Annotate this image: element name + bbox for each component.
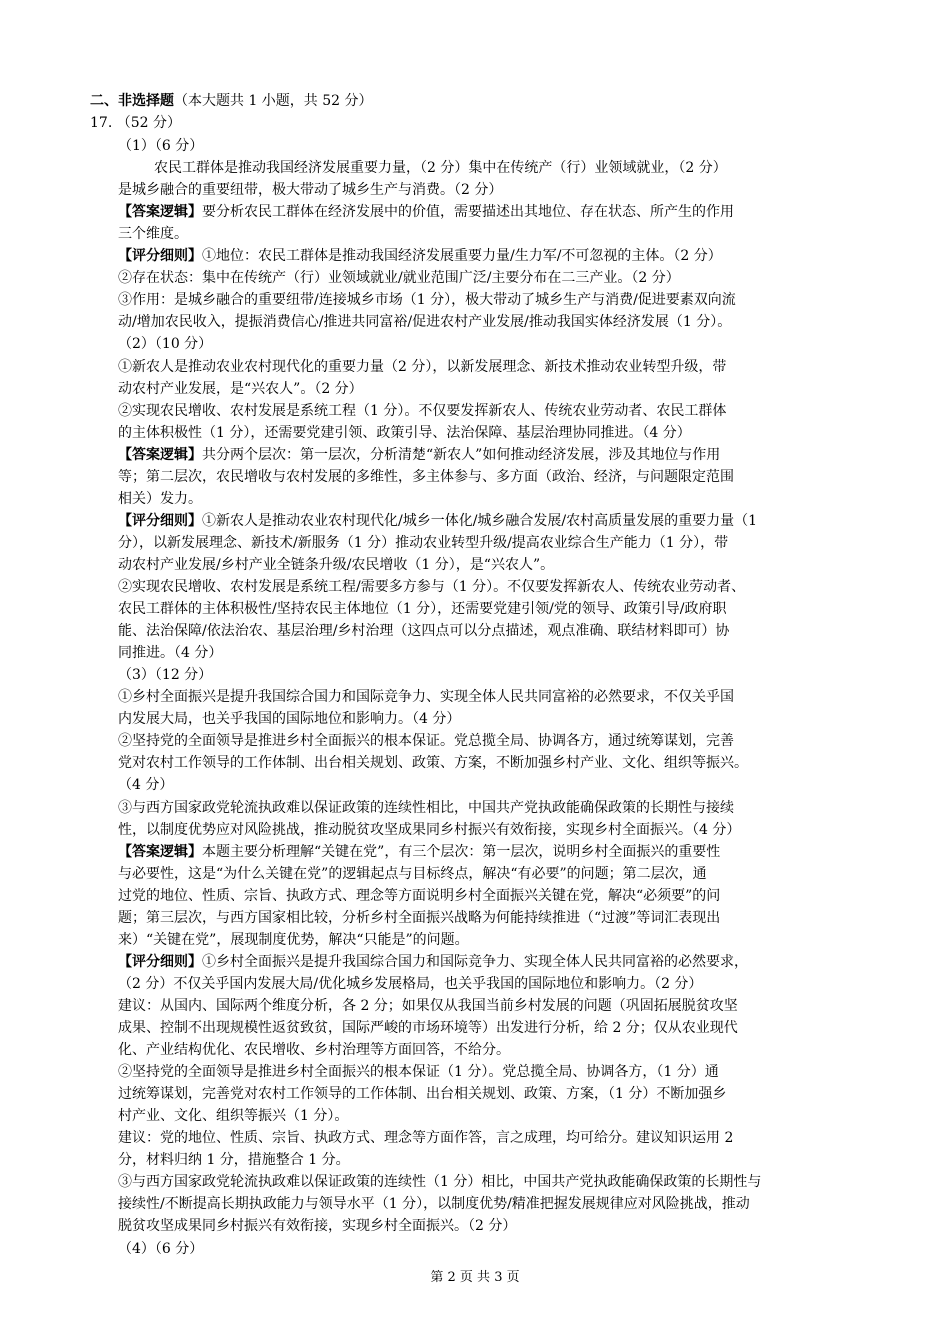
text-line xyxy=(118,686,858,708)
line-text: 党对农村工作领导的工作体制、出台相关规划、政策、方案，不断加强乡村产业、文化、组织等振兴。 xyxy=(118,755,748,772)
line-text: 的主体积极性（1 分），还需要党建引领、政策引导、法治保障、基层治理协同推进。（4 分） xyxy=(118,424,691,441)
line-text: ②坚持党的全面领导是推进乡村全面振兴的根本保证。党总揽全局、协调各方，通过统筹谋划，完善 xyxy=(118,733,734,750)
text-line xyxy=(118,730,858,752)
line-text: 成果、控制不出现规模性返贫致贫，国际严峻的市场环境等）出发进行分析，给 2 分；仅从农业现代 xyxy=(118,1020,738,1036)
line-text: ①新农人是推动农业农村现代化的重要力量（2 分），以新发展理念、新技术推动农业转型升级，带 xyxy=(118,358,727,375)
text-line xyxy=(118,929,858,951)
line-text: 分，材料归纳 1 分，措施整合 1 分。 xyxy=(118,1152,350,1169)
text-line xyxy=(118,510,858,532)
line-text: ②实现农民增收、农村发展是系统工程（1 分）。不仅要发挥新农人、传统农业劳动者、农民工群体 xyxy=(118,402,727,419)
line-text: ①新农人是推动农业农村现代化/城乡一体化/城乡融合发展/农村高质量发展的重要力量（1 xyxy=(202,512,758,529)
page-footer: 第 2 页 共 3 页 xyxy=(430,1270,520,1285)
text-line xyxy=(118,885,858,907)
line-text: ③作用：是城乡融合的重要纽带/连接城乡市场（1 分），极大带动了城乡生产与消费/促进要素双向流 xyxy=(118,292,736,309)
text-line xyxy=(118,201,858,223)
text-line xyxy=(118,444,858,466)
line-text: 是城乡融合的重要纽带，极大带动了城乡生产与消费。（2 分） xyxy=(118,182,503,199)
line-text: 接续性/不断提高长期执政能力与领导水平（1 分），以制度优势/精准把握发展规律应对风险挑战，推动 xyxy=(118,1196,750,1213)
text-line xyxy=(118,1105,858,1127)
text-line xyxy=(118,135,858,157)
line-tag: 【评分细则】 xyxy=(118,248,202,265)
text-line xyxy=(118,995,858,1017)
text-line xyxy=(118,752,858,774)
line-text: 与必要性，这是“为什么关键在党”的逻辑起点与目标终点，解决“有必要”的问题；第二层次，通 xyxy=(118,865,707,882)
text-line xyxy=(118,598,858,620)
line-text: 等；第二层次，农民增收与农村发展的多维性，多主体参与、多方面（政治、经济，与问题限定范围 xyxy=(118,468,734,485)
text-line xyxy=(118,554,858,576)
text-line xyxy=(118,488,858,510)
text-line xyxy=(118,267,858,289)
text-line xyxy=(118,1215,858,1237)
text-line xyxy=(118,311,858,333)
line-text: 三个维度。 xyxy=(118,226,188,243)
text-line xyxy=(118,708,858,730)
text-line xyxy=(118,664,858,686)
text-line xyxy=(118,1061,858,1083)
line-text: 农民工群体的主体积极性/坚持农民主体地位（1 分），还需要党建引领/党的领导、政策引导/政府职 xyxy=(118,601,727,618)
line-text: ②坚持党的全面领导是推进乡村全面振兴的根本保证（1 分）。党总揽全局、协调各方，（1 分）通 xyxy=(118,1064,719,1081)
text-line xyxy=(118,863,858,885)
section-note: （本大题共 1 小题，共 52 分） xyxy=(174,93,373,109)
line-text: 动/增加农民收入，提振消费信心/推进共同富裕/促进农村产业发展/推动我国实体经济发展（1 分）。 xyxy=(118,314,732,331)
line-text: 同推进。（4 分） xyxy=(118,645,223,662)
text-line xyxy=(118,289,858,311)
line-text: （2 分）不仅关乎国内发展大局/优化城乡发展格局，也关乎我国的国际地位和影响力。（2 分） xyxy=(118,975,703,992)
text-line xyxy=(118,774,858,796)
line-text: 共分两个层次：第一层次，分析清楚“新农人”如何推动经济发展，涉及其地位与作用 xyxy=(202,446,721,463)
line-text: 化、产业结构优化、农民增收、乡村治理等方面回答，不给分。 xyxy=(118,1042,510,1059)
line-text: 建议：从国内、国际两个维度分析，各 2 分；如果仅从我国当前乡村发展的问题（巩固拓展脱贫攻坚 xyxy=(118,997,738,1014)
line-text: ②实现农民增收、农村发展是系统工程/需要多方参与（1 分）。不仅要发挥新农人、传统农业劳动者、 xyxy=(118,579,746,595)
line-text: 动农村产业发展，是“兴农人”。（2 分） xyxy=(118,380,363,397)
text-line xyxy=(118,157,894,179)
text-line xyxy=(118,797,858,819)
line-text: （4 分） xyxy=(118,777,174,794)
text-line xyxy=(118,642,858,664)
text-line xyxy=(118,466,858,488)
text-line xyxy=(118,841,858,863)
text-line xyxy=(118,245,858,267)
text-line xyxy=(118,951,858,973)
line-text: 题；第三层次，与西方国家相比较，分析乡村全面振兴战略为何能持续推进（“过渡”等词汇表现出 xyxy=(118,909,721,926)
text-line xyxy=(118,356,858,378)
line-tag: 【评分细则】 xyxy=(118,953,202,970)
text-line xyxy=(118,1127,858,1149)
line-text: ②存在状态：集中在传统产（行）业领域就业/就业范围广泛/主要分布在二三产业。（2 分） xyxy=(118,270,680,287)
line-text: 内发展大局，也关乎我国的国际地位和影响力。（4 分） xyxy=(118,711,461,728)
line-text: 要分析农民工群体在经济发展中的价值，需要描述出其地位、存在状态、所产生的作用 xyxy=(202,204,734,221)
text-line xyxy=(118,422,858,444)
section-heading: 二、非选择题 xyxy=(90,93,174,109)
text-line xyxy=(118,1193,858,1215)
text-line xyxy=(118,973,858,995)
line-tag: 【评分细则】 xyxy=(118,512,202,529)
text-line xyxy=(118,1017,858,1039)
line-text: （4）（6 分） xyxy=(118,1240,204,1257)
line-text: （1）（6 分） xyxy=(118,138,204,154)
text-line xyxy=(118,333,858,355)
line-text: （3）（12 分） xyxy=(118,667,213,684)
line-text: （2）（10 分） xyxy=(118,336,213,353)
text-line xyxy=(118,400,858,422)
line-text: 农民工群体是推动我国经济发展重要力量，（2 分）集中在传统产（行）业领域就业，（2 分） xyxy=(154,160,727,177)
line-text: ①地位：农民工群体是推动我国经济发展重要力量/生力军/不可忽视的主体。（2 分） xyxy=(202,248,722,265)
text-line xyxy=(118,907,858,929)
line-text: 过统筹谋划，完善党对农村工作领导的工作体制、出台相关规划、政策、方案，（1 分）不断加强乡 xyxy=(118,1086,727,1103)
line-text: 相关）发力。 xyxy=(118,490,202,507)
line-text: ③与西方国家政党轮流执政难以保证政策的连续性相比，中国共产党执政能确保政策的长期性与接续 xyxy=(118,799,734,816)
text-line xyxy=(118,378,858,400)
line-text: ③与西方国家政党轮流执政难以保证政策的连续性（1 分）相比，中国共产党执政能确保政策的长期性与 xyxy=(118,1174,762,1191)
section-title xyxy=(90,90,373,112)
line-tag: 【答案逻辑】 xyxy=(118,204,202,221)
question-number: 17. xyxy=(90,115,113,131)
line-text: ①乡村全面振兴是提升我国综合国力和国际竞争力、实现全体人民共同富裕的必然要求，不仅关乎国 xyxy=(118,689,734,706)
text-line xyxy=(118,223,858,245)
line-text: 脱贫攻坚成果同乡村振兴有效衔接，实现乡村全面振兴。（2 分） xyxy=(118,1218,517,1235)
line-text: 分），以新发展理念、新技术/新服务（1 分）推动农业转型升级/提高农业综合生产能力（1 分），带 xyxy=(118,534,729,551)
line-text: 村产业、文化、组织等振兴（1 分）。 xyxy=(118,1108,349,1125)
text-line xyxy=(118,1149,858,1171)
text-line xyxy=(118,1171,858,1193)
question-header xyxy=(90,112,181,134)
line-text: 动农村产业发展/乡村产业全链条升级/农民增收（1 分），是“兴农人”。 xyxy=(118,556,555,573)
text-line xyxy=(118,1238,858,1260)
text-line xyxy=(118,532,858,554)
line-text: 能、法治保障/依法治农、基层治理/乡村治理（这四点可以分点描述，观点准确、联结材料即可）协 xyxy=(118,623,730,640)
text-line xyxy=(118,179,858,201)
text-line xyxy=(118,620,858,642)
line-text: 过党的地位、性质、宗旨、执政方式、理念等方面说明乡村全面振兴关键在党，解决“必须要”的问 xyxy=(118,887,721,904)
text-line xyxy=(118,576,858,598)
line-text: 性，以制度优势应对风险挑战，推动脱贫攻坚成果同乡村振兴有效衔接，实现乡村全面振兴。（4 分） xyxy=(118,821,741,838)
text-line xyxy=(118,819,858,841)
question-score: （52 分） xyxy=(116,115,181,131)
text-line xyxy=(118,1083,858,1105)
text-line xyxy=(118,1039,858,1061)
line-tag: 【答案逻辑】 xyxy=(118,446,202,463)
line-text: ①乡村全面振兴是提升我国综合国力和国际竞争力、实现全体人民共同富裕的必然要求， xyxy=(202,953,748,970)
line-text: 来）“关键在党”，展现制度优势，解决“只能是”的问题。 xyxy=(118,931,469,948)
line-text: 建议：党的地位、性质、宗旨、执政方式、理念等方面作答，言之成理，均可给分。建议知识运用 2 xyxy=(118,1130,734,1147)
line-tag: 【答案逻辑】 xyxy=(118,843,202,860)
line-text: 本题主要分析理解“关键在党”，有三个层次：第一层次，说明乡村全面振兴的重要性 xyxy=(202,843,721,860)
